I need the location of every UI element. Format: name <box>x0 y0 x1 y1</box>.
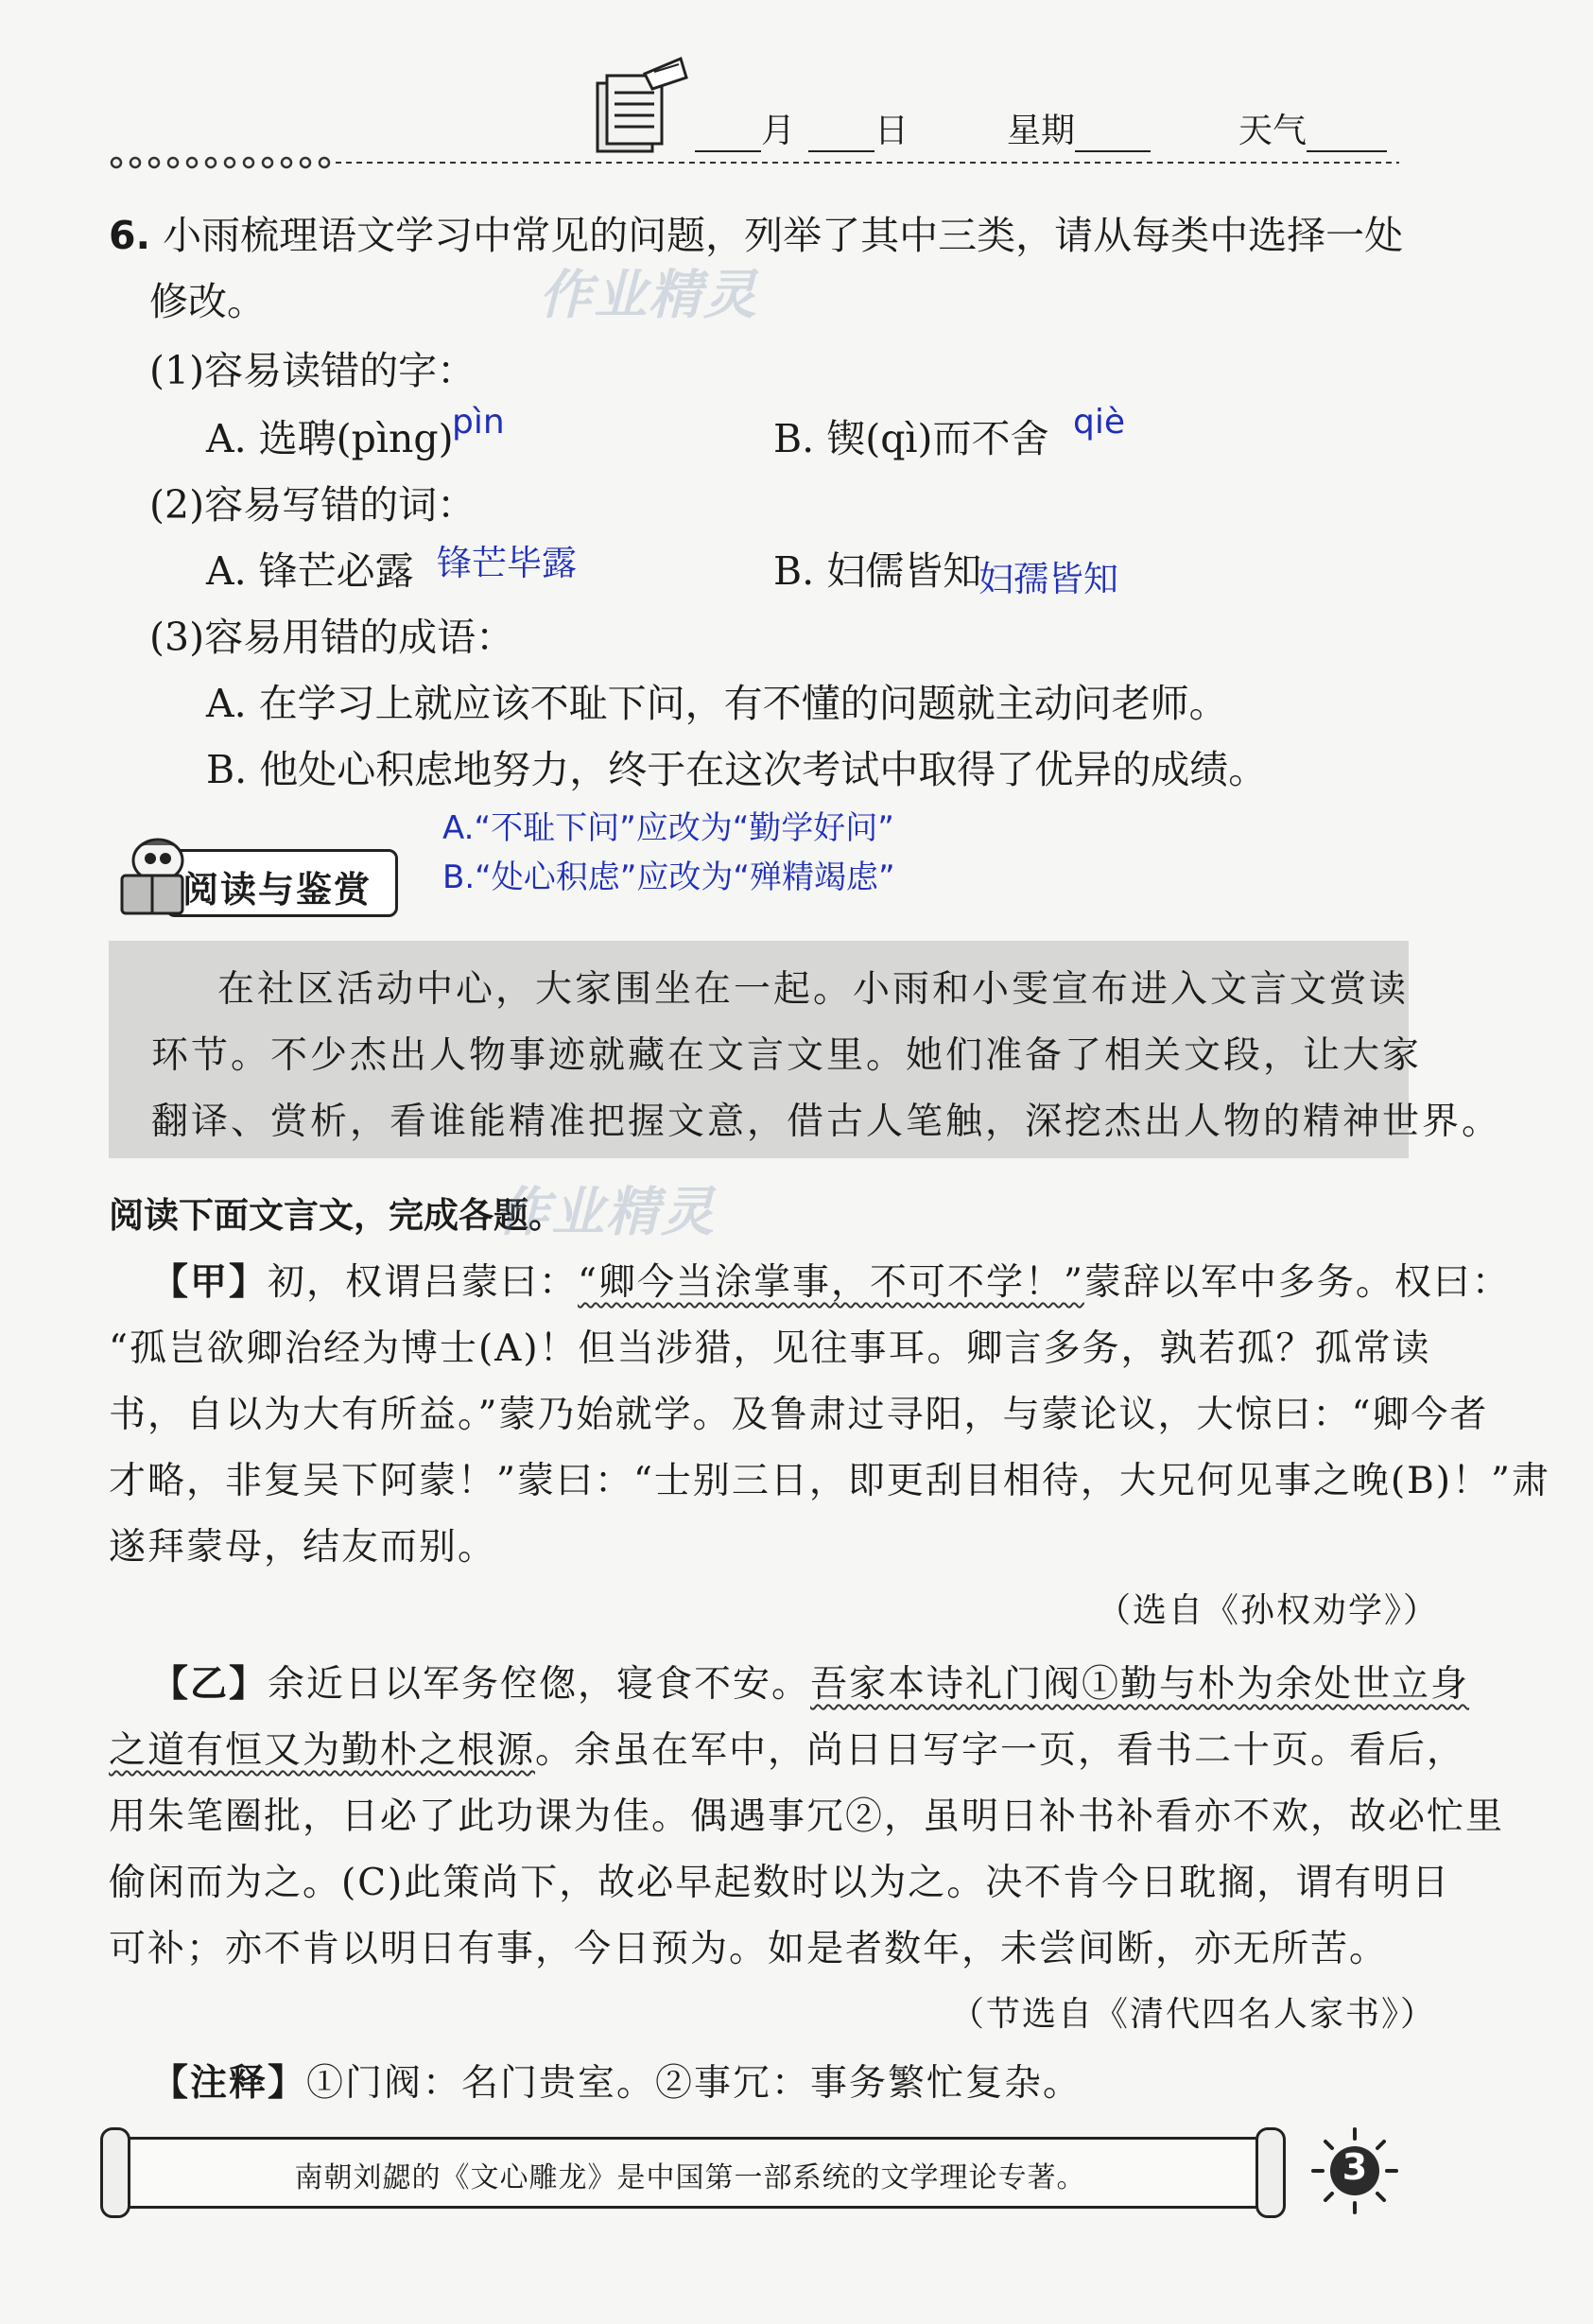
scenario-intro <box>109 941 1502 1158</box>
yi-line1-wavy: 吾家本诗礼门阀①勤与朴为余处世立身 <box>810 1663 1470 1706</box>
jia-line1-wavy: “卿今当涂掌事，不可不学！” <box>578 1261 1084 1304</box>
watermark-2: 作业精灵 <box>496 1182 716 1243</box>
passage-yi-line-2 <box>109 1721 1465 1774</box>
part2-answer-b: 妇孺皆知 <box>978 559 1118 599</box>
passage-jia-line-5: 遂拜蒙母，结友而别。 <box>109 1526 497 1569</box>
annotation <box>151 2054 1082 2107</box>
jia-line1-post: 蒙辞以军中多务。权曰： <box>1083 1261 1511 1304</box>
page-number: 3 <box>1342 2146 1368 2188</box>
part2-answer-a: 锋芒毕露 <box>437 543 577 583</box>
passage-jia-line-4: 才略，非复吴下阿蒙！”蒙曰：“士别三日，即更刮目相待，大兄何见事之晚(B)！”肃 <box>109 1460 1550 1502</box>
question-stem-line1: 小雨梳理语文学习中常见的问题，列举了其中三类，请从每类中选择一处 <box>163 213 1404 258</box>
question-number: 6. <box>109 213 151 258</box>
passage-jia-line-3: 书，自以为大有所益。”蒙乃始就学。及鲁肃过寻阳，与蒙论议，大惊曰：“卿今者 <box>109 1394 1489 1436</box>
passage-yi-line-1 <box>151 1655 1469 1708</box>
month-label: 月 <box>761 112 796 150</box>
passage-jia-tag: 【甲】 <box>151 1261 268 1304</box>
part1-option-a: A. 选聘(pìng) <box>206 416 454 461</box>
reading-instruction: 阅读下面文言文，完成各题。 <box>109 1195 563 1236</box>
yi-line2-wavy: 之道有恒又为勤朴之根源 <box>109 1729 536 1772</box>
page-number-badge <box>1309 2125 1400 2216</box>
weather-label: 天气 <box>1238 112 1307 150</box>
reader-mascot-icon <box>109 832 184 917</box>
part1-answer-a: pìn <box>452 403 505 442</box>
notebook-icon <box>586 55 690 159</box>
part3-label: (3)容易用错的成语： <box>149 615 515 660</box>
passage-yi-line-4: 偷闲而为之。(C)此策尚下，故必早起数时以为之。决不肯今日耽搁，谓有明日 <box>109 1862 1451 1904</box>
day-field[interactable] <box>808 104 909 152</box>
annotation-text: ①门阀：名门贵室。②事冗：事务繁忙复杂。 <box>306 2062 1082 2105</box>
intro-line-2: 环节。不少杰出人物事迹就藏在文言文里。她们准备了相关文段，让大家 <box>151 1034 1423 1077</box>
part2-option-b: B. 妇儒皆知 <box>773 548 982 594</box>
part2-option-a: A. 锋芒必露 <box>206 548 414 594</box>
section-banner <box>109 832 402 917</box>
month-field[interactable] <box>695 104 795 152</box>
section-title: 阅读与鉴赏 <box>182 869 372 911</box>
yi-line2-post: 。余虽在军中，尚日日写字一页，看书二十页。看后， <box>535 1729 1466 1772</box>
part1-answer-b: qiè <box>1073 403 1126 442</box>
watermark: 作业精灵 <box>539 265 758 326</box>
part3-answer-b: B.“处心积虑”应改为“殚精竭虑” <box>442 858 895 896</box>
intro-line-1: 在社区活动中心，大家围坐在一起。小雨和小雯宣布进入文言文赏读 <box>217 968 1410 1011</box>
jia-line1-pre: 初，权谓吕蒙曰： <box>268 1261 579 1304</box>
footer-tip: 南朝刘勰的《文心雕龙》是中国第一部系统的文学理论专著。 <box>294 2161 1086 2194</box>
passage-jia-line-1 <box>151 1253 1511 1306</box>
header-divider <box>109 153 1399 172</box>
passage-jia-line-2: “孤岂欲卿治经为博士(A)！但当涉猎，见往事耳。卿言多务，孰若孤？孤常读 <box>109 1327 1431 1370</box>
part3-answer-a: A.“不耻下问”应改为“勤学好问” <box>442 809 894 847</box>
yi-line1-pre: 余近日以军务倥偬，寝食不安。 <box>268 1663 811 1706</box>
part1-label: (1)容易读错的字： <box>149 348 476 393</box>
question-stem-line2: 修改。 <box>149 279 266 324</box>
passage-yi-tag: 【乙】 <box>151 1663 268 1706</box>
part3-option-b: B. 他处心积虑地努力，终于在这次考试中取得了优异的成绩。 <box>206 747 1268 792</box>
day-label: 日 <box>874 112 909 150</box>
passage-jia-source: （选自《孙权劝学》） <box>1097 1591 1440 1630</box>
part3-option-a: A. 在学习上就应该不耻下问，有不懂的问题就主动问老师。 <box>206 681 1228 726</box>
weekday-label: 星期 <box>1007 112 1076 150</box>
footer-tip-scroll <box>95 2123 1286 2217</box>
passage-yi-line-5: 可补；亦不肯以明日有事，今日预为。如是者数年，未尝间断，亦无所苦。 <box>109 1928 1389 1970</box>
part2-label: (2)容易写错的词： <box>149 482 476 528</box>
question-6-stem <box>109 213 1403 259</box>
weather-field[interactable] <box>1238 104 1387 152</box>
passage-yi-source: （节选自《清代四名人家书》） <box>950 1995 1437 2034</box>
annotation-tag: 【注释】 <box>151 2062 307 2105</box>
intro-line-3: 翻译、赏析，看谁能精准把握文意，借古人笔触，深挖杰出人物的精神世界。 <box>151 1101 1502 1143</box>
passage-yi-line-3: 用朱笔圈批，日必了此功课为佳。偶遇事冗②，虽明日补书补看亦不欢，故必忙里 <box>109 1795 1505 1838</box>
part1-option-b: B. 锲(qì)而不舍 <box>773 416 1049 461</box>
weekday-field[interactable] <box>1007 104 1151 152</box>
